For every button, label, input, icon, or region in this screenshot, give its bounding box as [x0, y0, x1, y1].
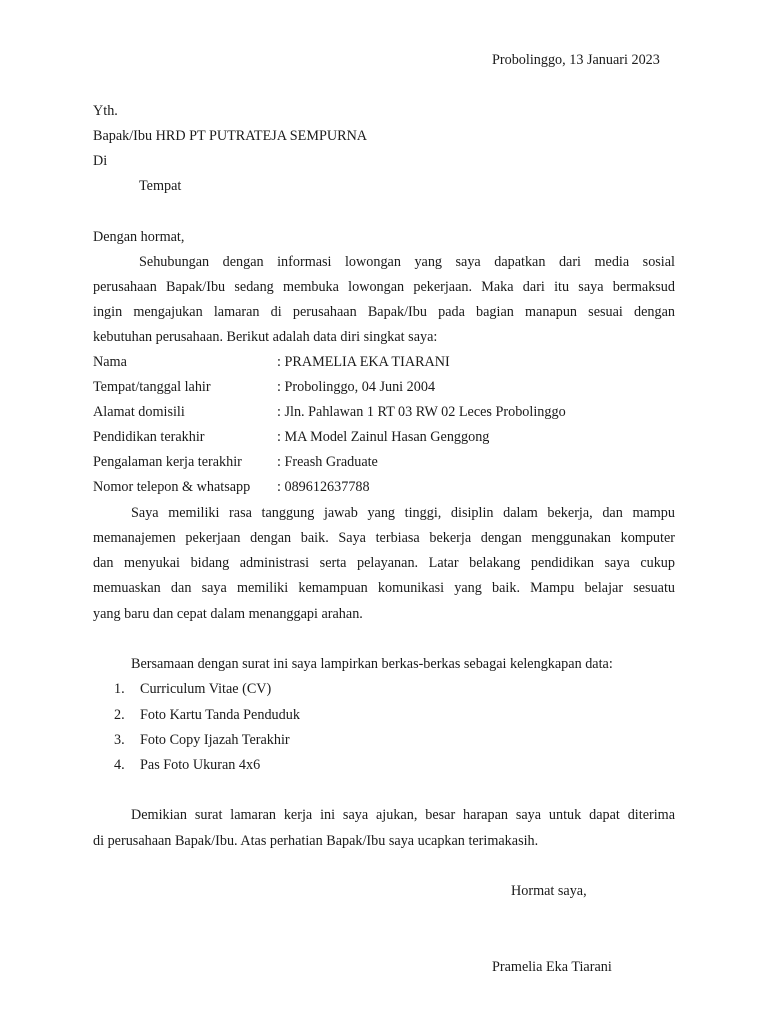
recipient-name: Bapak/Ibu HRD PT PUTRATEJA SEMPURNA — [93, 128, 368, 144]
signature-name: Pramelia Eka Tiarani — [492, 959, 612, 975]
signoff: Hormat saya, — [511, 883, 587, 899]
attachment-item: Curriculum Vitae (CV) — [140, 681, 272, 697]
attachment-item: Foto Kartu Tanda Penduduk — [140, 707, 300, 723]
data-label-education: Pendidikan terakhir — [93, 429, 205, 445]
qualities-line-2: memanajemen pekerjaan dengan baik. Saya terbiasa bekerja dengan menggunakan komputer — [93, 530, 675, 546]
data-value-address: : Jln. Pahlawan 1 RT 03 RW 02 Leces Probolinggo — [277, 404, 566, 420]
data-value-birth: : Probolinggo, 04 Juni 2004 — [277, 379, 436, 395]
intro-line-4: kebutuhan perusahaan. Berikut adalah data diri singkat saya: — [93, 329, 438, 345]
qualities-line-3: dan menyukai bidang administrasi serta pelayanan. Latar belakang pendidikan saya cukup — [93, 555, 675, 571]
qualities-line-1: Saya memiliki rasa tanggung jawab yang tinggi, disiplin dalam bekerja, dan mampu — [131, 505, 675, 521]
closing-line-2: di perusahaan Bapak/Ibu. Atas perhatian Bapak/Ibu saya ucapkan terimakasih. — [93, 833, 539, 849]
data-label-name: Nama — [93, 354, 127, 370]
intro-line-2: perusahaan Bapak/Ibu sedang membuka lowongan pekerjaan. Maka dari itu saya bermaksud — [93, 279, 675, 295]
attachment-number: 2. — [114, 707, 125, 723]
closing-line-1: Demikian surat lamaran kerja ini saya ajukan, besar harapan saya untuk dapat diterima — [131, 807, 675, 823]
data-value-phone: : 089612637788 — [277, 479, 370, 495]
greeting: Dengan hormat, — [93, 229, 185, 245]
recipient-salutation: Yth. — [93, 103, 118, 119]
attachment-item: Foto Copy Ijazah Terakhir — [140, 732, 290, 748]
data-value-education: : MA Model Zainul Hasan Genggong — [277, 429, 490, 445]
data-label-experience: Pengalaman kerja terakhir — [93, 454, 242, 470]
recipient-place: Tempat — [139, 178, 182, 194]
qualities-line-4: memuaskan dan saya memiliki kemampuan komunikasi yang baik. Mampu belajar sesuatu — [93, 580, 675, 596]
attachments-intro: Bersamaan dengan surat ini saya lampirkan berkas-berkas sebagai kelengkapan data: — [131, 656, 613, 672]
data-value-name: : PRAMELIA EKA TIARANI — [277, 354, 450, 370]
data-label-birth: Tempat/tanggal lahir — [93, 379, 211, 395]
attachment-number: 1. — [114, 681, 125, 697]
data-label-phone: Nomor telepon & whatsapp — [93, 479, 251, 495]
attachment-number: 4. — [114, 757, 125, 773]
qualities-line-5: yang baru dan cepat dalam menanggapi arahan. — [93, 606, 363, 622]
intro-line-1: Sehubungan dengan informasi lowongan yang saya dapatkan dari media sosial — [139, 254, 675, 270]
letter-date: Probolinggo, 13 Januari 2023 — [492, 52, 660, 68]
attachment-number: 3. — [114, 732, 125, 748]
data-label-address: Alamat domisili — [93, 404, 185, 420]
intro-line-3: ingin mengajukan lamaran di perusahaan Bapak/Ibu pada bagian manapun sesuai dengan — [93, 304, 675, 320]
data-value-experience: : Freash Graduate — [277, 454, 378, 470]
attachment-item: Pas Foto Ukuran 4x6 — [140, 757, 261, 773]
recipient-di: Di — [93, 153, 108, 169]
